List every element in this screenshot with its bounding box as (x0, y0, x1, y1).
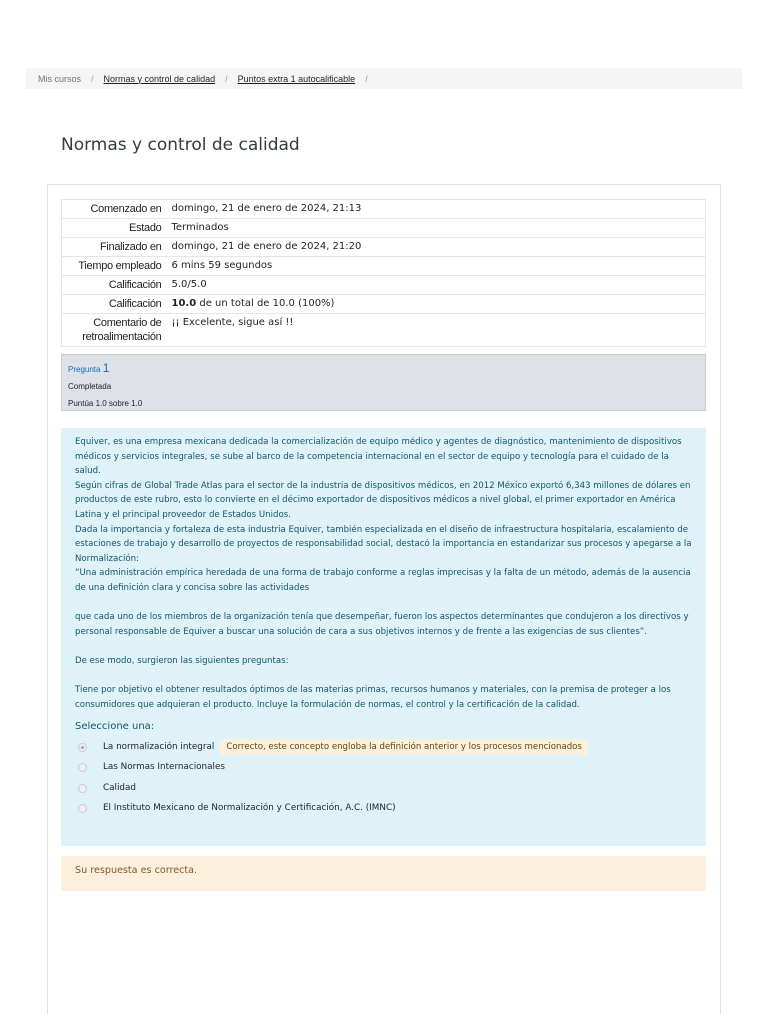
summary-label: Estado (129, 222, 162, 234)
answer-option-label: Calidad (103, 782, 136, 793)
question-number-value: 1 (102, 361, 110, 375)
summary-row-started (62, 200, 706, 219)
summary-value: domingo, 21 de enero de 2024, 21:13 (171, 203, 362, 214)
summary-value: 6 mins 59 segundos (171, 260, 273, 271)
question-paragraph: Según cifras de Global Trade Atlas para el sector de la industria de dispositivos médicos, en 2012 México exportó 6,343 millones de dólares en productos de este rubro, esto lo convierte en el décimo exportador de dispositivos médicos a nivel global, el primer exportador en América Latina y el principal proveedor de Estados Unidos. (75, 480, 691, 520)
summary-value: ¡¡ Excelente, sigue así !! (171, 317, 294, 328)
summary-row-time-taken (62, 257, 706, 276)
question-paragraph: “Una administración empírica heredada de una forma de trabajo conforme a reglas imprecisas y la falta de un método, además de la ausencia de una definición clara y concisa sobre las actividades (75, 568, 691, 593)
breadcrumb-item-course[interactable]: Normas y control de calidad (103, 73, 216, 84)
summary-value: 5.0/5.0 (171, 279, 207, 290)
answer-option[interactable] (75, 737, 692, 758)
breadcrumb-separator: / (365, 73, 368, 84)
question-label: Pregunta (68, 365, 101, 374)
breadcrumb-item-quiz[interactable]: Puntos extra 1 autocalificable (237, 73, 356, 84)
question-content (61, 428, 706, 846)
answer-option[interactable] (75, 778, 692, 799)
summary-value (166, 295, 706, 314)
question-paragraph: que cada uno de los miembros de la organización tenía que desempeñar, fueron los aspectos determinantes que condujeron a los directivos y personal responsable de Equiver a buscar una solución de cara a sus objetivos internos y de frente a las exigencias de sus clientes”. (75, 612, 689, 637)
summary-row-marks (62, 276, 706, 295)
summary-label: Comentario de retroalimentación (82, 317, 162, 343)
summary-row-state (62, 219, 706, 238)
answer-option-label: El Instituto Mexicano de Normalización y Certificación, A.C. (IMNC) (103, 803, 396, 814)
question-state: Completada (68, 382, 112, 391)
question-paragraph: Dada la importancia y fortaleza de esta industria Equiver, también especializada en el diseño de infraestructura hospitalaria, escalamiento de estaciones de trabajo y desarrollo de proyectos de responsabilidad social, destacó la importancia en estandarizar sus procesos y apegarse a la Normalización: (75, 524, 692, 564)
radio-button[interactable] (78, 784, 87, 793)
summary-row-completed (62, 238, 706, 257)
radio-button[interactable] (78, 763, 87, 772)
breadcrumb-separator: / (91, 73, 94, 84)
summary-label: Finalizado en (99, 241, 162, 253)
summary-label: Comenzado en (90, 203, 162, 215)
answer-option[interactable] (75, 798, 692, 819)
question-info (61, 354, 706, 411)
summary-value: domingo, 21 de enero de 2024, 21:20 (171, 241, 362, 252)
question-number (68, 360, 699, 378)
answer-option[interactable] (75, 757, 692, 778)
question-grade: Puntúa 1.0 sobre 1.0 (68, 399, 143, 408)
answer-prompt: Seleccione una: (75, 721, 155, 733)
answer-feedback: Correcto, este concepto engloba la definición anterior y los procesos mencionados (220, 739, 588, 756)
question-paragraph: De ese modo, surgieron las siguientes preguntas: (75, 655, 289, 666)
summary-label: Tiempo empleado (78, 260, 162, 272)
radio-button[interactable] (78, 804, 87, 813)
summary-value: Terminados (171, 222, 229, 233)
breadcrumb-item-my-courses[interactable]: Mis cursos (38, 73, 82, 84)
question-paragraph: Equiver, es una empresa mexicana dedicada la comercialización de equipo médico y agentes de diagnóstico, mantenimiento de dispositivos médicos y servicios integrales, se sube al barco de la competencia internacional en el sector de equipo y tecnología para el cuidado de la salud. (75, 437, 682, 477)
attempt-summary-table (61, 199, 706, 347)
grade-total: de un total de 10.0 (100%) (196, 298, 335, 309)
answer-option-label: La normalización integral (103, 741, 215, 752)
summary-row-grade (62, 295, 706, 314)
page-title: Normas y control de calidad (61, 135, 300, 155)
summary-label: Calificación (108, 298, 162, 310)
breadcrumb-separator: / (225, 73, 228, 84)
breadcrumb (26, 68, 742, 89)
radio-button-checked[interactable] (78, 743, 87, 752)
grade-value: 10.0 (171, 298, 197, 309)
summary-label: Calificación (108, 279, 162, 291)
answer-outcome: Su respuesta es correcta. (61, 856, 706, 891)
question-paragraph: Tiene por objetivo el obtener resultados óptimos de las materias primas, recursos humanos y materiales, con la premisa de proteger a los consumidores que adquieran el producto. Incluye la formulación de normas, el control y la certificación de la calidad. (75, 685, 671, 710)
answer-option-label: Las Normas Internacionales (103, 762, 225, 773)
summary-row-feedback (62, 314, 706, 347)
